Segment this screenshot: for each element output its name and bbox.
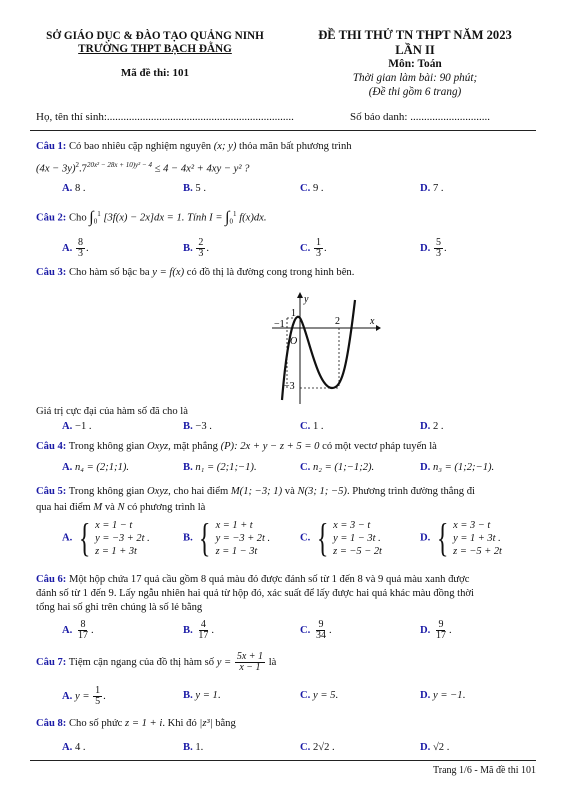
q8-option-c[interactable]: C. 2√2 . (300, 742, 335, 753)
header-divider (30, 130, 536, 131)
question-1-inequality: $(4x - 3y)^2.7^{20x^2 - 28x + 10)y^2 - 4} \le 4 - 4x^2 + 4xy - y^2$ ? (36, 161, 250, 175)
school-name: TRƯỜNG THPT BẠCH ĐẰNG (78, 43, 232, 55)
q8-option-b[interactable]: B. 1. (183, 742, 204, 753)
exam-page-count: (Đề thi gồm 6 trang) (368, 86, 462, 98)
q7-option-d[interactable]: D. y = −1. (420, 690, 466, 701)
tick-2: 2 (335, 316, 340, 327)
y-axis-arrow (297, 292, 303, 298)
q4-option-d[interactable]: D. n₃ = (1;2;−1). (420, 462, 495, 473)
exam-code: Mã đề thi: 101 (120, 67, 190, 79)
q3-option-a[interactable]: A. −1 . (62, 421, 92, 432)
department-name: SỞ GIÁO DỤC & ĐÀO TẠO QUẢNG NINH (46, 30, 264, 42)
q5-option-b[interactable]: B. { x = 1 + t y = −3 + 2t . z = 1 − 3t (183, 515, 271, 560)
student-name-field: Họ, tên thí sinh:.................................................................... (36, 111, 294, 123)
q3-option-b[interactable]: B. −3 . (183, 421, 212, 432)
page-footer: Trang 1/6 - Mã đề thi 101 (433, 765, 536, 776)
q4-option-c[interactable]: C. n₂ = (1;−1;2). (300, 462, 375, 473)
q7-option-b[interactable]: B. y = 1. (183, 690, 221, 701)
question-2: Câu 2: Cho $\int_0^1$ [3f(x) − 2x]dx = 1. Tính $I = \int_0^1$ f(x)dx. (36, 209, 267, 227)
question-6-line3: tổng hai số ghi trên chúng là số lẻ bằng (36, 602, 203, 613)
question-4: Câu 4: Trong không gian Oxyz, mặt phẳng (P): 2x + y − z + 5 = 0 có một vectơ pháp tuyến là (36, 441, 437, 452)
q5-option-a[interactable]: A. { x = 1 − t y = −3 + 2t . z = 1 + 3t (62, 515, 150, 560)
q1-option-a[interactable]: A. 8 . (62, 183, 86, 194)
x-axis-arrow (376, 325, 381, 331)
q2-option-d[interactable]: D. $\frac{5}{3}$ . (420, 237, 447, 259)
q2-option-b[interactable]: B. $\frac{2}{3}$ . (183, 237, 210, 259)
q4-option-b[interactable]: B. n₁ = (2;1;−1). (183, 462, 257, 473)
q7-option-c[interactable]: C. y = 5. (300, 690, 339, 701)
q8-option-d[interactable]: D. √2 . (420, 742, 450, 753)
tick-neg1: −1 (274, 319, 285, 330)
question-8: Câu 8: Cho số phức z = 1 + i. Khi đó |z³| bằng (36, 718, 236, 729)
q1-option-d[interactable]: D. 7 . (420, 183, 444, 194)
q4-option-a[interactable]: A. n₄ = (2;1;1). (62, 462, 130, 473)
q6-option-b[interactable]: B. $\frac{4}{17}$ . (183, 619, 215, 641)
exam-subject: Môn: Toán (388, 58, 442, 70)
q3-option-c[interactable]: C. 1 . (300, 421, 324, 432)
question-label: Câu 1: (36, 141, 67, 152)
q5-option-d[interactable]: D. { x = 3 − t y = 1 + 3t . z = −5 + 2t (420, 515, 502, 560)
x-label: x (370, 316, 375, 327)
question-3-prompt: Giá trị cực đại của hàm số đã cho là (36, 406, 188, 417)
tick-neg3: −3 (284, 381, 295, 392)
q7-option-a[interactable]: A. y = $\frac{1}{5}$ . (62, 685, 106, 707)
q6-option-d[interactable]: D. $\frac{9}{17}$ . (420, 619, 452, 641)
integral-sign: ∫ (225, 209, 230, 227)
q2-option-c[interactable]: C. $\frac{1}{3}$ . (300, 237, 327, 259)
question-6: Câu 6: Một hộp chứa 17 quả cầu gồm 8 quả màu đỏ được đánh số từ 1 đến 8 và 9 quả màu xanh được (36, 574, 470, 585)
footer-divider (30, 760, 536, 761)
q3-option-d[interactable]: D. 2 . (420, 421, 444, 432)
q1-option-c[interactable]: C. 9 . (300, 183, 324, 194)
q1-option-b[interactable]: B. 5 . (183, 183, 206, 194)
y-label: y (304, 294, 309, 305)
exam-title: ĐỀ THI THỬ TN THPT NĂM 2023 (318, 28, 512, 42)
student-id-field: Số báo danh: ............................. (350, 111, 490, 123)
origin-label: O (290, 336, 298, 347)
q2-option-a[interactable]: A. $\frac{8}{3}$ . (62, 237, 89, 259)
q8-option-a[interactable]: A. 4 . (62, 742, 86, 753)
question-5: Câu 5: Trong không gian Oxyz, cho hai điểm M(1; −3; 1) và N(3; 1; −5). Phương trình đường thẳng đi (36, 486, 475, 497)
exam-duration: Thời gian làm bài: 90 phút; (352, 72, 478, 84)
question-1: Câu 1: Có bao nhiêu cặp nghiệm nguyên (x; y) thỏa mãn bất phương trình (36, 141, 352, 152)
integral-sign: ∫ (89, 209, 94, 227)
tick-1: 1 (291, 308, 296, 319)
q6-option-a[interactable]: A. $\frac{8}{17}$ . (62, 619, 94, 641)
question-7: Câu 7: Tiệm cận ngang của đồ thị hàm số y = $\frac{5x + 1}{x - 1}$ là (36, 651, 277, 673)
q6-option-c[interactable]: C. $\frac{9}{34}$ . (300, 619, 332, 641)
question-5-line2: qua hai điểm M và N có phương trình là (36, 502, 206, 513)
q5-option-c[interactable]: C. { x = 3 − t y = 1 − 3t . z = −5 − 2t (300, 515, 382, 560)
cubic-function-graph (262, 288, 382, 406)
question-6-line2: đánh số từ 1 đến 9. Lấy ngẫu nhiên hai quả từ hộp đó, xác suất để lấy được hai quả khác màu đồng thời (36, 588, 474, 599)
exam-round: LẦN II (395, 43, 435, 57)
question-3: Câu 3: Cho hàm số bậc ba y = f(x) có đồ thị là đường cong trong hình bên. (36, 267, 355, 278)
